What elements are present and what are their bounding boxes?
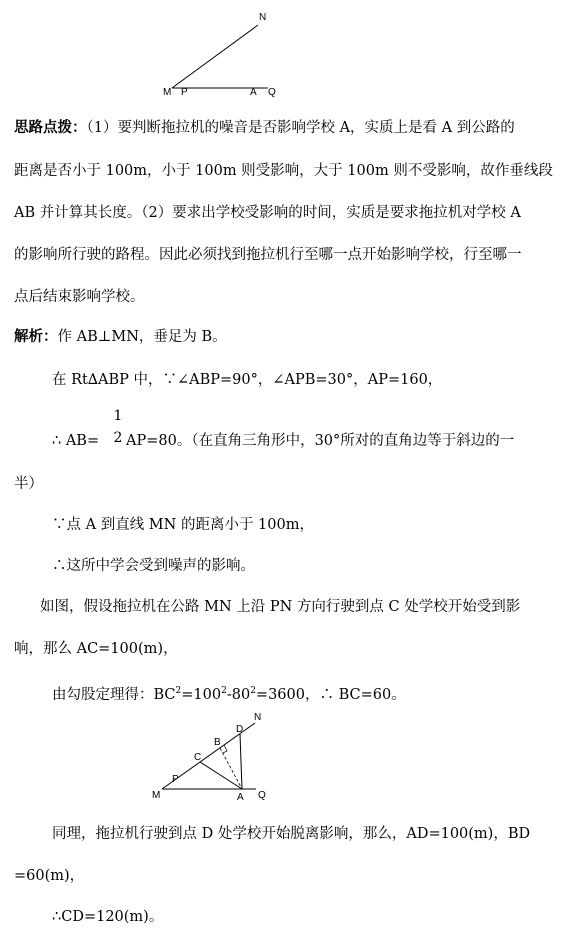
hint-line-4: 的影响所行驶的路程。因此必须找到拖拉机行至哪一点开始影响学校，行至哪一	[14, 247, 522, 263]
label-p: P	[172, 774, 179, 785]
solution-line-2: 在 Rt∆ABP 中，∵∠ABP=90°，∠APB=30°，AP=160，	[52, 372, 443, 388]
label-n: N	[254, 712, 262, 723]
label-a: A	[250, 87, 257, 98]
solution-line-3a: ∴ AB=	[52, 433, 100, 449]
label-n: N	[259, 12, 267, 23]
pythag-part-d: =3600，∴ BC=60。	[255, 687, 406, 703]
label-q: Q	[268, 87, 276, 98]
solution-line-8: 响，那么 AC=100(m)，	[14, 641, 178, 657]
solution-line-7: 如图，假设拖拉机在公路 MN 上沿 PN 方向行驶到点 C 处学校开始受到影	[40, 599, 521, 615]
label-b: B	[214, 737, 221, 748]
solution-line-9	[52, 681, 573, 705]
label-d: D	[236, 724, 244, 735]
segment-ac	[200, 762, 242, 789]
hint-line-2: 距离是否小于 100m，小于 100m 则受影响，大于 100m 则不受影响，故作垂线段	[14, 163, 553, 179]
label-m: M	[163, 87, 172, 98]
fraction-numerator: 1	[113, 408, 123, 424]
tail-line-2: =60(m)，	[14, 868, 85, 884]
figure-2-diagram	[148, 712, 278, 807]
solution-line-1	[14, 327, 573, 347]
sup-3: 2	[250, 686, 256, 696]
fraction-denominator: 2	[113, 430, 123, 446]
solution-line-5: ∵点 A 到直线 MN 的距离小于 100m，	[52, 517, 314, 533]
segment-ab	[220, 748, 242, 789]
hint-line-1	[14, 118, 573, 138]
hint-text-1: （1）要判断拖拉机的噪音是否影响学校 A，实质上是看 A 到公路的	[86, 120, 515, 136]
solution-line-4: 半）	[14, 476, 43, 492]
line-mn	[172, 25, 258, 88]
hint-label: 思路点拨：	[14, 119, 87, 136]
segment-ad	[240, 734, 242, 789]
solution-line-6: ∴这所中学会受到噪声的影响。	[52, 558, 255, 574]
right-angle-mark	[223, 745, 227, 753]
label-q: Q	[258, 790, 266, 801]
label-a: A	[237, 792, 244, 803]
figure-1-diagram	[160, 8, 290, 98]
tail-line-3: ∴CD=120(m)。	[52, 909, 164, 925]
tail-line-1: 同理，拖拉机行驶到点 D 处学校开始脱离影响，那么，AD=100(m)，BD	[52, 826, 531, 842]
sup-1: 2	[175, 686, 182, 696]
hint-line-3: AB 并计算其长度。（2）要求出学校受影响的时间，实质是要求拖拉机对学校 A	[14, 205, 521, 221]
solution-text-1: 作 AB⊥MN，垂足为 B。	[57, 329, 227, 345]
solution-label: 解析：	[14, 328, 58, 345]
pythag-part-b: =100	[181, 687, 222, 703]
sup-2: 2	[221, 686, 227, 696]
pythag-part-c: -80	[226, 687, 251, 703]
label-m: M	[152, 790, 161, 801]
label-c: C	[194, 752, 202, 763]
pythag-part-a: 由勾股定理得：BC	[52, 687, 176, 703]
solution-line-3b: AP=80。（在直角三角形中，30°所对的直角边等于斜边的一	[126, 433, 515, 449]
label-p: P	[181, 87, 188, 98]
hint-line-5: 点后结束影响学校。	[14, 289, 145, 305]
